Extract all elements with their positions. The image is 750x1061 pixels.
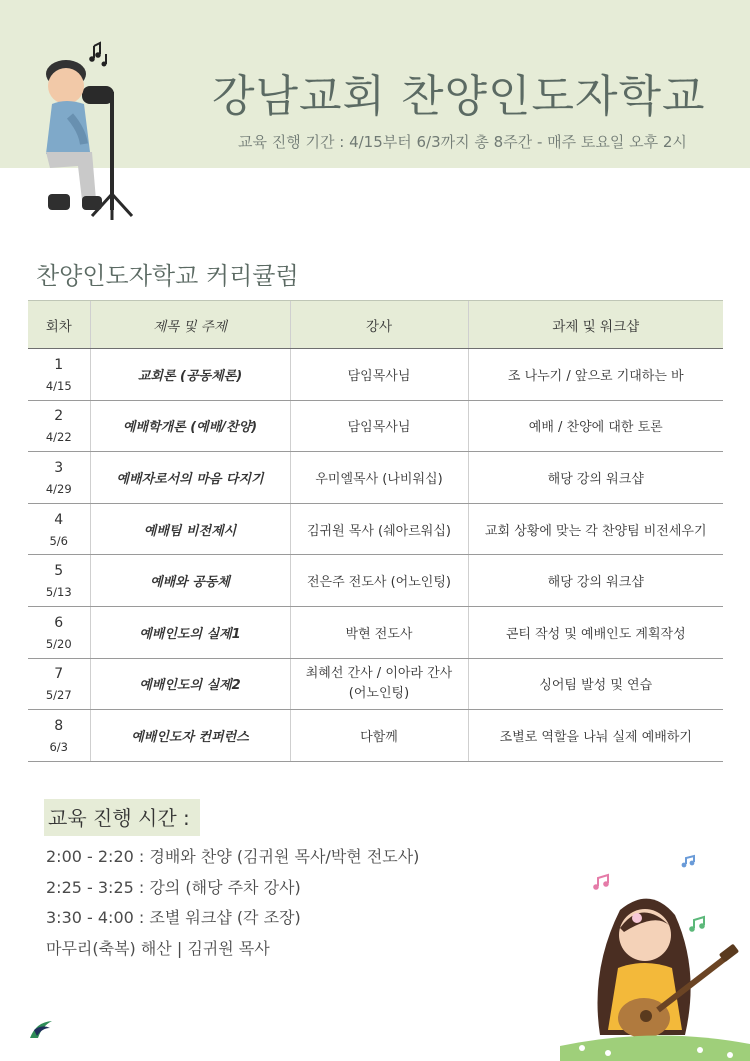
round-number: 8 [54, 717, 64, 734]
round-number: 3 [54, 459, 64, 476]
lesson-title: 예배인도의 실제2 [139, 678, 241, 694]
round-cell [28, 606, 90, 658]
schedule-item: 3:30 - 4:00 : 조별 워크샵 (각 조장) [46, 908, 301, 927]
round-date: 5/27 [45, 688, 72, 703]
lesson-title: 예배팀 비전제시 [143, 523, 237, 539]
column-header-assignment: 과제 및 워크샵 [468, 301, 723, 349]
instructor-cell: 박현 전도사 [290, 606, 468, 658]
table-row [28, 710, 723, 762]
round-cell [28, 503, 90, 555]
instructor-cell: 김귀원 목사 (쉐아르워십) [290, 503, 468, 555]
singer-illustration [30, 34, 150, 224]
assignment-cell: 해당 강의 워크샵 [468, 452, 723, 504]
round-cell [28, 400, 90, 452]
round-date: 4/29 [45, 481, 72, 496]
round-date: 5/6 [49, 533, 68, 548]
round-date: 6/3 [49, 739, 68, 754]
church-logo-icon [28, 1018, 54, 1040]
lesson-title: 예배와 공동체 [150, 575, 230, 591]
title-cell [90, 349, 290, 401]
round-date: 4/22 [45, 430, 72, 445]
assignment-cell: 조별로 역할을 나눠 실제 예배하기 [468, 710, 723, 762]
assignment-cell: 해당 강의 워크샵 [468, 555, 723, 607]
title-cell [90, 555, 290, 607]
schedule-item: 2:25 - 3:25 : 강의 (해당 주차 강사) [46, 877, 301, 897]
table-row [28, 503, 723, 555]
assignment-cell: 콘티 작성 및 예배인도 계획작성 [468, 606, 723, 658]
table-row [28, 555, 723, 607]
curriculum-table [28, 300, 723, 762]
round-number: 7 [54, 666, 64, 683]
round-number: 4 [54, 511, 64, 528]
lesson-title: 예배자로서의 마음 다지기 [116, 471, 264, 487]
instructor-line: (어노인팅) [348, 685, 410, 701]
instructor-cell: 우미엘목사 (나비워십) [290, 452, 468, 504]
lesson-title: 예배인도자 컨퍼런스 [131, 729, 249, 745]
round-number: 6 [54, 614, 64, 631]
title-cell [90, 710, 290, 762]
round-number: 2 [54, 408, 64, 425]
instructor-cell: 전은주 전도사 (어노인팅) [290, 555, 468, 607]
lesson-title: 예배인도의 실제1 [139, 626, 241, 642]
table-header-row [28, 301, 723, 349]
round-number: 1 [54, 356, 64, 373]
instructor-cell: 담임목사님 [290, 349, 468, 401]
curriculum-heading: 찬양인도자학교 커리큘럼 [36, 262, 299, 290]
column-header-title: 제목 및 주제 [90, 301, 290, 349]
title-cell [90, 400, 290, 452]
assignment-cell: 교회 상황에 맞는 각 찬양팀 비전세우기 [468, 503, 723, 555]
title-cell [90, 503, 290, 555]
round-cell [28, 452, 90, 504]
title-cell [90, 658, 290, 710]
music-notes-icon [89, 43, 106, 67]
round-date: 4/15 [45, 378, 72, 393]
table-row [28, 452, 723, 504]
table-row [28, 658, 723, 710]
schedule-item: 2:00 - 2:20 : 경배와 찬양 (김귀원 목사/박현 전도사) [46, 847, 420, 866]
round-date: 5/20 [45, 636, 72, 651]
instructor-cell: 담임목사님 [290, 400, 468, 452]
title-cell [90, 606, 290, 658]
assignment-cell: 예배 / 찬양에 대한 토론 [468, 400, 723, 452]
assignment-cell: 싱어팀 발성 및 연습 [468, 658, 723, 710]
instructor-cell [290, 658, 468, 710]
lesson-title: 예배학개론 (예배/찬양) [122, 420, 258, 436]
guitar-player-illustration [560, 850, 750, 1061]
column-header-instructor: 강사 [290, 301, 468, 349]
page-title: 강남교회 찬양인도자학교 [212, 71, 706, 122]
table-row [28, 400, 723, 452]
round-cell [28, 555, 90, 607]
schedule-item: 마무리(축복) 해산 | 김귀원 목사 [46, 938, 270, 958]
table-row [28, 349, 723, 401]
instructor-line: 최혜선 간사 / 이아라 간사 [305, 665, 453, 681]
table-row [28, 606, 723, 658]
round-cell [28, 349, 90, 401]
title-cell [90, 452, 290, 504]
column-header-round: 회차 [28, 301, 90, 349]
lesson-title: 교회론 (공동체론) [137, 368, 243, 384]
round-number: 5 [54, 563, 64, 580]
instructor-cell: 다함께 [290, 710, 468, 762]
round-cell [28, 710, 90, 762]
assignment-cell: 조 나누기 / 앞으로 기대하는 바 [468, 349, 723, 401]
round-cell [28, 658, 90, 710]
schedule-list [46, 842, 419, 964]
round-date: 5/13 [45, 585, 72, 600]
period-subtitle: 교육 진행 기간 : 4/15부터 6/3까지 총 8주간 - 매주 토요일 오후 2시 [238, 133, 687, 151]
schedule-heading: 교육 진행 시간 : [44, 799, 200, 836]
